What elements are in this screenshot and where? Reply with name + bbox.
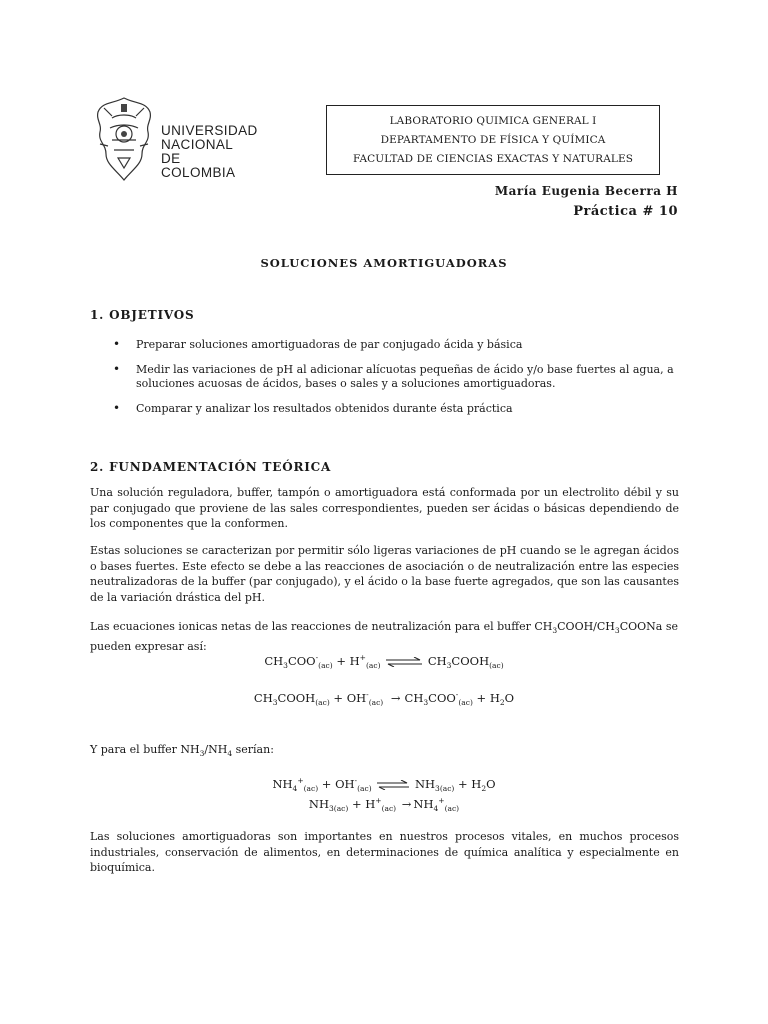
paragraph-2: Estas soluciones se caracterizan por permitir sólo ligeras variaciones de pH cuando se le agregan ácidos o bases fuertes. Este efecto se debe a las reacciones de asociación o de neutralización entre las especies neutralizadoras de la buffer (par conjugado), y el ácido o la base fuerte agregados, que son las causantes de la variación drástica del pH. [90, 544, 679, 604]
equation-2: $CH_3COOH_{(ac)} + OH^-_{(ac)} \to CH_3COO^-_{(ac)} + H_2O$ [253, 690, 515, 708]
logo-text-line2: NACIONAL [161, 137, 234, 152]
coat-of-arms-seal-icon [92, 94, 156, 186]
header-line1: LABORATORIO QUIMICA GENERAL I [389, 114, 597, 127]
logo-text-line3: DE COLOMBIA [161, 151, 236, 180]
equation-4: $NH_{3(ac)} + H^+_{(ac)} \to NH_4^+_{(ac)}$ [308, 796, 460, 814]
objective-item-3: Comparar y analizar los resultados obtenidos durante ésta práctica [136, 402, 513, 415]
paragraph-3: Las ecuaciones ionicas netas de las reacciones de neutralización para el buffer $CH_3COOH/CH_3COONa$ se pueden expresar así: [90, 620, 678, 653]
equilibrium-arrow-icon [375, 780, 411, 790]
objectives-heading: 1. OBJETIVOS [90, 308, 195, 322]
equilibrium-arrow-icon [384, 657, 424, 667]
header-box [326, 105, 660, 175]
bullet-icon: • [113, 401, 121, 415]
author-name: María Eugenia Becerra H [494, 184, 678, 198]
objective-item-2: Medir las variaciones de pH al adicionar alícuotas pequeñas de ácido y/o base fuertes al agua, a soluciones acuosas de ácidos, bases o sales y a soluciones amortiguadoras. [136, 363, 674, 390]
paragraph-5: Las soluciones amortiguadoras son importantes en nuestros procesos vitales, en muchos procesos industriales, conservación de alimentos, en determinaciones de química analítica y especialmente en bioquímica. [90, 830, 679, 874]
document-title: SOLUCIONES AMORTIGUADORAS [260, 256, 508, 270]
theory-heading: 2. FUNDAMENTACIÓN TEÓRICA [90, 460, 332, 474]
equation-1: $CH_3COO^-_{(ac)} + H^+_{(ac)}$ $CH_3COOH_{(ac)}$ [264, 653, 504, 671]
logo-text-line1: UNIVERSIDAD [161, 123, 258, 138]
reaction-arrow-icon: → [390, 690, 401, 705]
practice-number: Práctica # 10 [573, 204, 678, 219]
header-line3: FACULTAD DE CIENCIAS EXACTAS Y NATURALES [352, 152, 634, 165]
university-logo [92, 94, 258, 186]
equation-3: $NH_4^+_{(ac)} + OH^-_{(ac)}$ $NH_{3(ac)} + H_2O$ [272, 776, 496, 794]
paragraph-1: Una solución reguladora, buffer, tampón o amortiguadora está conformada por un electrolito débil y su par conjugado que proviene de las sales correspondientes, pueden ser ácidas o básicas dependiendo de los componentes que la conformen. [90, 486, 679, 530]
objective-item-1: Preparar soluciones amortiguadoras de par conjugado ácida y básica [136, 338, 523, 351]
header-line2: DEPARTAMENTO DE FÍSICA Y QUÍMICA [380, 133, 606, 146]
reaction-arrow-icon: → [401, 796, 412, 811]
paragraph-4: Y para el buffer $NH_3/NH_4$ serían: [90, 743, 274, 759]
bullet-icon: • [113, 362, 121, 376]
bullet-icon: • [113, 337, 121, 351]
